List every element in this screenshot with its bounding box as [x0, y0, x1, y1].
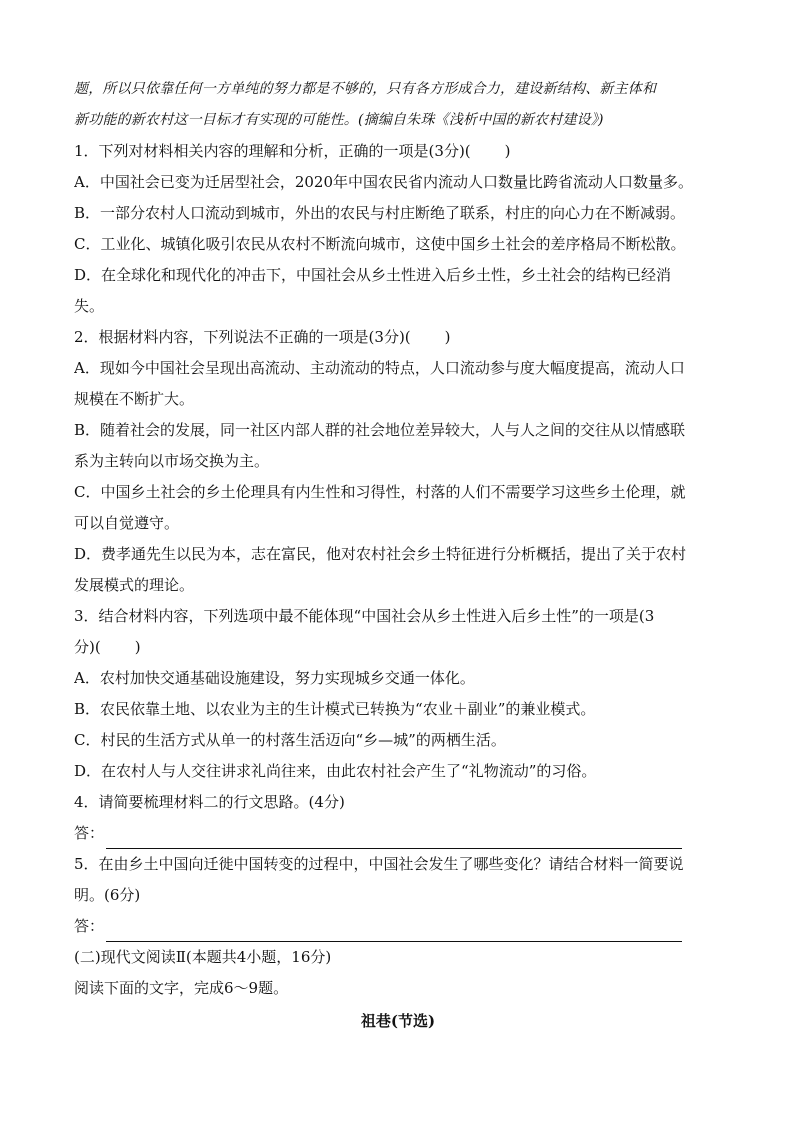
question-2-stem: 2．根据材料内容，下列说法不正确的一项是(3分)( ) [74, 328, 451, 346]
question-2-option-c-cont: 可以自觉遵守。 [74, 514, 180, 532]
passage-title: 祖巷(节选) [360, 1012, 436, 1030]
answer-blank[interactable] [106, 828, 682, 849]
question-2-option-b: B．随着社会的发展，同一社区内部人群的社会地位差异较大，人与人之间的交往从以情感联 [74, 421, 686, 439]
section-heading: (二)现代文阅读Ⅱ(本题共4小题，16分) [74, 948, 332, 966]
question-3-option-c: C．村民的生活方式从单一的村落生活迈向“乡—城”的两栖生活。 [74, 731, 506, 749]
question-3-option-b: B．农民依靠土地、以农业为主的生计模式已转换为“农业＋副业”的兼业模式。 [74, 700, 596, 718]
intro-line-1: 题，所以只依靠任何一方单纯的努力都是不够的，只有各方形成合力，建设新结构、新主体和 [74, 81, 657, 97]
document-content [74, 74, 722, 1037]
intro-line-2: 新功能的新农村这一目标才有实现的可能性。(摘编自朱珠《浅析中国的新农村建设》) [74, 112, 604, 128]
question-2-option-b-cont: 系为主转向以市场交换为主。 [74, 452, 270, 470]
question-2-option-a: A．现如今中国社会呈现出高流动、主动流动的特点，人口流动参与度大幅度提高，流动人口 [74, 359, 685, 377]
question-2-option-d-cont: 发展模式的理论。 [74, 576, 195, 594]
question-5-answer-line[interactable] [74, 911, 722, 942]
question-2-option-d: D．费孝通先生以民为本，志在富民，他对农村社会乡土特征进行分析概括，提出了关于农村 [74, 545, 687, 563]
question-2-option-c: C．中国乡土社会的乡土伦理具有内生性和习得性，村落的人们不需要学习这些乡土伦理，就 [74, 483, 686, 501]
answer-label: 答： [74, 917, 105, 935]
question-4-answer-line[interactable] [74, 818, 722, 849]
section-instruction: 阅读下面的文字，完成6～9题。 [74, 979, 289, 997]
question-5-stem-cont: 明。(6分) [74, 886, 141, 904]
question-1-option-d: D．在全球化和现代化的冲击下，中国社会从乡土性进入后乡土性，乡土社会的结构已经消 [74, 266, 672, 284]
question-4-stem: 4．请简要梳理材料二的行文思路。(4分) [74, 793, 345, 811]
question-1-option-c: C．工业化、城镇化吸引农民从农村不断流向城市，这使中国乡土社会的差序格局不断松散。 [74, 235, 686, 253]
question-3-option-d: D．在农村人与人交往讲求礼尚往来，由此农村社会产生了“礼物流动”的习俗。 [74, 762, 597, 780]
question-1-option-d-cont: 失。 [74, 297, 105, 315]
question-3-stem-cont: 分)( ) [74, 638, 141, 656]
question-1-option-b: B．一部分农村人口流动到城市，外出的农民与村庄断绝了联系，村庄的向心力在不断减弱。 [74, 204, 686, 222]
question-3-stem: 3．结合材料内容，下列选项中最不能体现“中国社会从乡土性进入后乡土性”的一项是(3 [74, 607, 655, 625]
answer-label: 答： [74, 824, 105, 842]
question-1-stem: 1．下列对材料相关内容的理解和分析，正确的一项是(3分)( ) [74, 142, 511, 160]
question-3-option-a: A．农村加快交通基础设施建设，努力实现城乡交通一体化。 [74, 669, 475, 687]
answer-blank[interactable] [106, 921, 682, 942]
question-5-stem: 5．在由乡土中国向迁徙中国转变的过程中，中国社会发生了哪些变化？请结合材料一简要说 [74, 855, 684, 873]
question-2-option-a-cont: 规模在不断扩大。 [74, 390, 195, 408]
question-1-option-a: A．中国社会已变为迁居型社会，2020年中国农民省内流动人口数量比跨省流动人口数量多。 [74, 173, 694, 191]
